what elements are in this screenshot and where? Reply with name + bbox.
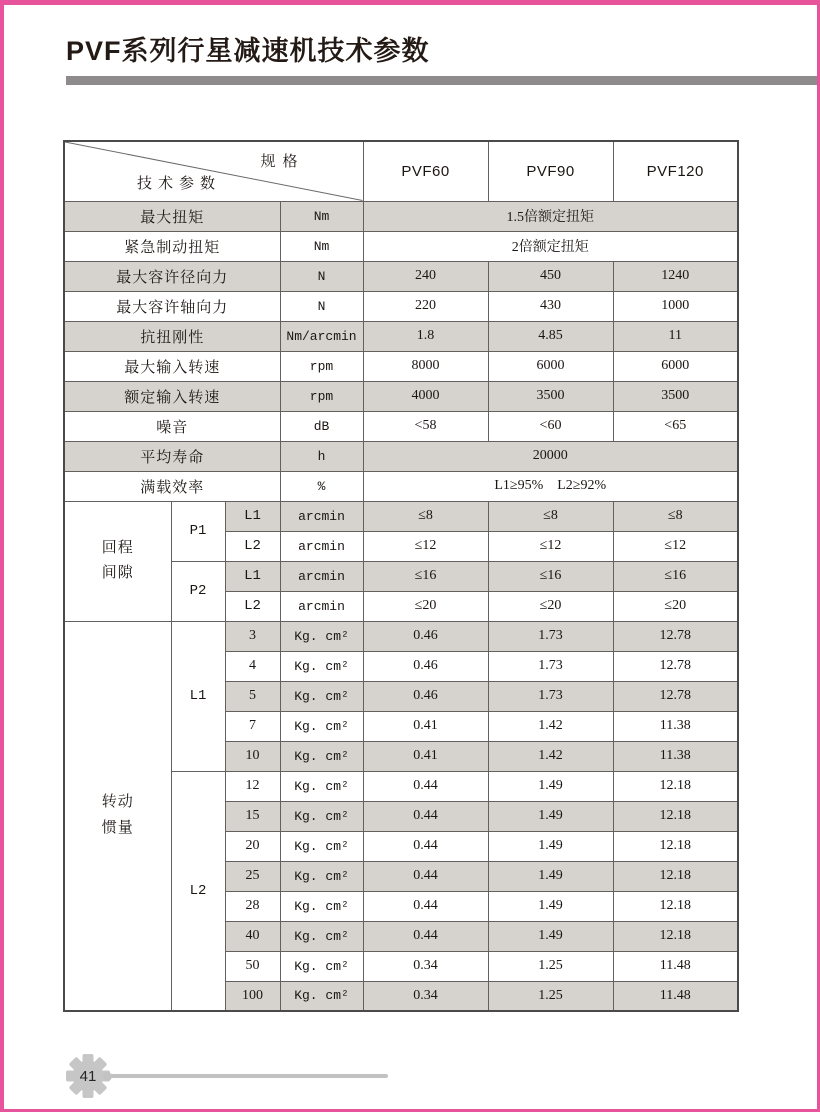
value-cell: 11.38 <box>613 711 738 741</box>
param-label: 最大容许径向力 <box>64 261 280 291</box>
unit-cell: Kg. cm² <box>280 831 363 861</box>
unit-cell: dB <box>280 411 363 441</box>
table-header-row <box>64 141 738 201</box>
spec-row <box>64 621 738 651</box>
unit-cell: Kg. cm² <box>280 681 363 711</box>
value-cell: 1.25 <box>488 981 613 1011</box>
value-cell: 240 <box>363 261 488 291</box>
unit-cell: Kg. cm² <box>280 891 363 921</box>
value-cell: 11 <box>613 321 738 351</box>
value-cell: 1.8 <box>363 321 488 351</box>
value-cell: 1.49 <box>488 771 613 801</box>
ratio-cell: 7 <box>225 711 280 741</box>
unit-cell: N <box>280 261 363 291</box>
value-cell: 1.42 <box>488 741 613 771</box>
value-cell: ≤8 <box>613 501 738 531</box>
value-cell: 1.49 <box>488 891 613 921</box>
param-label: 平均寿命 <box>64 441 280 471</box>
param-label: 噪音 <box>64 411 280 441</box>
param-label: 最大输入转速 <box>64 351 280 381</box>
corner-label-params: 技术参数 <box>137 175 222 192</box>
column-header-pvf90: PVF90 <box>488 141 613 201</box>
value-cell: <65 <box>613 411 738 441</box>
param-label: 最大扭矩 <box>64 201 280 231</box>
unit-cell: Kg. cm² <box>280 621 363 651</box>
value-cell: 1.25 <box>488 951 613 981</box>
unit-cell: Nm/arcmin <box>280 321 363 351</box>
value-cell: 12.18 <box>613 831 738 861</box>
param-label: 紧急制动扭矩 <box>64 231 280 261</box>
spec-row <box>64 321 738 351</box>
value-cell: 1.42 <box>488 711 613 741</box>
value-cell: 1240 <box>613 261 738 291</box>
corner-cell <box>64 141 363 201</box>
value-cell: 0.46 <box>363 621 488 651</box>
value-cell: ≤16 <box>613 561 738 591</box>
value-cell: ≤12 <box>488 531 613 561</box>
value-cell: 12.18 <box>613 801 738 831</box>
value-cell: ≤12 <box>363 531 488 561</box>
value-cell: ≤12 <box>613 531 738 561</box>
l-group-cell: L2 <box>171 771 225 1011</box>
column-header-pvf120: PVF120 <box>613 141 738 201</box>
param-label: 额定输入转速 <box>64 381 280 411</box>
unit-cell: Kg. cm² <box>280 651 363 681</box>
value-cell: 0.44 <box>363 921 488 951</box>
l-level-cell: L2 <box>225 591 280 621</box>
ratio-cell: 5 <box>225 681 280 711</box>
spec-row <box>64 381 738 411</box>
value-cell: 4.85 <box>488 321 613 351</box>
spec-row <box>64 291 738 321</box>
value-span-cell: 20000 <box>363 441 738 471</box>
unit-cell: Nm <box>280 201 363 231</box>
value-cell: 1000 <box>613 291 738 321</box>
footer-rule <box>110 1074 388 1078</box>
l-group-cell: L1 <box>171 621 225 771</box>
unit-cell: rpm <box>280 351 363 381</box>
unit-cell: Kg. cm² <box>280 921 363 951</box>
value-cell: 11.48 <box>613 951 738 981</box>
column-header-pvf60: PVF60 <box>363 141 488 201</box>
value-cell: 1.49 <box>488 861 613 891</box>
value-cell: 12.18 <box>613 771 738 801</box>
page-title: PVF系列行星减速机技术参数 <box>66 36 430 66</box>
group-label-inertia: 转动惯量 <box>64 621 171 1011</box>
value-cell: 3500 <box>613 381 738 411</box>
value-cell: 12.18 <box>613 861 738 891</box>
value-cell: 1.73 <box>488 621 613 651</box>
unit-cell: Kg. cm² <box>280 951 363 981</box>
value-span-cell: 2倍额定扭矩 <box>363 231 738 261</box>
unit-cell: Kg. cm² <box>280 801 363 831</box>
value-cell: 0.44 <box>363 861 488 891</box>
value-cell: 0.46 <box>363 681 488 711</box>
ratio-cell: 100 <box>225 981 280 1011</box>
ratio-cell: 50 <box>225 951 280 981</box>
value-cell: 0.44 <box>363 801 488 831</box>
unit-cell: Kg. cm² <box>280 771 363 801</box>
p-level-cell: P1 <box>171 501 225 561</box>
value-cell: <60 <box>488 411 613 441</box>
spec-row <box>64 201 738 231</box>
value-cell: 1.73 <box>488 681 613 711</box>
unit-cell: h <box>280 441 363 471</box>
spec-row <box>64 411 738 441</box>
value-span-cell: 1.5倍额定扭矩 <box>363 201 738 231</box>
value-span-cell: L1≥95% L2≥92% <box>363 471 738 501</box>
param-label: 抗扭刚性 <box>64 321 280 351</box>
value-cell: ≤16 <box>363 561 488 591</box>
value-cell: ≤16 <box>488 561 613 591</box>
value-cell: 430 <box>488 291 613 321</box>
value-cell: 12.18 <box>613 891 738 921</box>
unit-cell: Nm <box>280 231 363 261</box>
unit-cell: Kg. cm² <box>280 861 363 891</box>
spec-row <box>64 501 738 531</box>
unit-cell: Kg. cm² <box>280 711 363 741</box>
spec-row <box>64 231 738 261</box>
value-cell: <58 <box>363 411 488 441</box>
l-level-cell: L2 <box>225 531 280 561</box>
value-cell: 12.78 <box>613 651 738 681</box>
ratio-cell: 15 <box>225 801 280 831</box>
value-cell: 1.73 <box>488 651 613 681</box>
corner-label-spec: 规格 <box>260 154 305 170</box>
unit-cell: arcmin <box>280 531 363 561</box>
unit-cell: arcmin <box>280 501 363 531</box>
value-cell: ≤20 <box>613 591 738 621</box>
value-cell: ≤20 <box>488 591 613 621</box>
value-cell: 0.34 <box>363 981 488 1011</box>
unit-cell: rpm <box>280 381 363 411</box>
ratio-cell: 4 <box>225 651 280 681</box>
value-cell: 450 <box>488 261 613 291</box>
group-label-backlash: 回程间隙 <box>64 501 171 621</box>
title-underline-bar <box>66 76 817 85</box>
unit-cell: % <box>280 471 363 501</box>
value-cell: 12.18 <box>613 921 738 951</box>
value-cell: 12.78 <box>613 681 738 711</box>
value-cell: 0.44 <box>363 891 488 921</box>
value-cell: 3500 <box>488 381 613 411</box>
param-label: 满载效率 <box>64 471 280 501</box>
value-cell: ≤8 <box>363 501 488 531</box>
ratio-cell: 20 <box>225 831 280 861</box>
value-cell: 1.49 <box>488 831 613 861</box>
value-cell: 6000 <box>613 351 738 381</box>
value-cell: 11.38 <box>613 741 738 771</box>
value-cell: ≤20 <box>363 591 488 621</box>
value-cell: 0.34 <box>363 951 488 981</box>
p-level-cell: P2 <box>171 561 225 621</box>
ratio-cell: 3 <box>225 621 280 651</box>
spec-row <box>64 261 738 291</box>
value-cell: 4000 <box>363 381 488 411</box>
spec-row <box>64 351 738 381</box>
unit-cell: arcmin <box>280 591 363 621</box>
value-cell: 0.41 <box>363 711 488 741</box>
value-cell: 6000 <box>488 351 613 381</box>
unit-cell: arcmin <box>280 561 363 591</box>
ratio-cell: 10 <box>225 741 280 771</box>
value-cell: 12.78 <box>613 621 738 651</box>
unit-cell: Kg. cm² <box>280 981 363 1011</box>
value-cell: 1.49 <box>488 921 613 951</box>
l-level-cell: L1 <box>225 501 280 531</box>
param-label: 最大容许轴向力 <box>64 291 280 321</box>
l-level-cell: L1 <box>225 561 280 591</box>
spec-row <box>64 471 738 501</box>
ratio-cell: 40 <box>225 921 280 951</box>
ratio-cell: 28 <box>225 891 280 921</box>
spec-table <box>63 140 739 1012</box>
value-cell: 0.41 <box>363 741 488 771</box>
value-cell: 8000 <box>363 351 488 381</box>
value-cell: 1.49 <box>488 801 613 831</box>
ratio-cell: 12 <box>225 771 280 801</box>
value-cell: 0.44 <box>363 771 488 801</box>
unit-cell: Kg. cm² <box>280 741 363 771</box>
ratio-cell: 25 <box>225 861 280 891</box>
unit-cell: N <box>280 291 363 321</box>
spec-row <box>64 441 738 471</box>
value-cell: 0.44 <box>363 831 488 861</box>
value-cell: 0.46 <box>363 651 488 681</box>
value-cell: ≤8 <box>488 501 613 531</box>
value-cell: 11.48 <box>613 981 738 1011</box>
value-cell: 220 <box>363 291 488 321</box>
page-number: 41 <box>79 1067 97 1085</box>
